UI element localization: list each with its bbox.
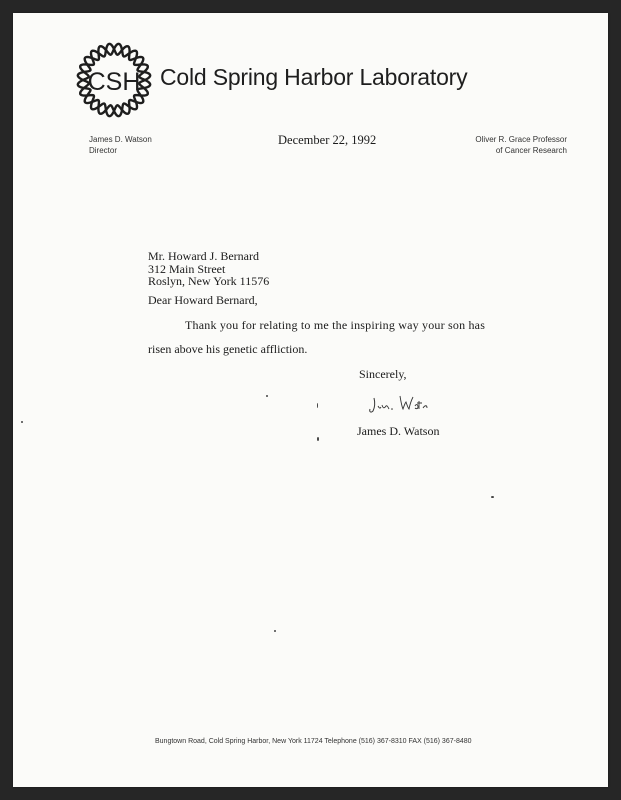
address-line-name: Mr. Howard J. Bernard <box>148 249 259 263</box>
director-block <box>89 134 152 156</box>
csh-logo <box>74 40 154 120</box>
professorship-line-1: Oliver R. Grace Professor <box>475 135 567 144</box>
letter-page <box>13 13 608 787</box>
address-line-city: Roslyn, New York 11576 <box>148 274 270 288</box>
recipient-address <box>148 250 269 288</box>
logo-text: CSH <box>87 68 141 96</box>
letter-date: December 22, 1992 <box>278 133 377 147</box>
director-title: Director <box>89 146 118 155</box>
body-line-1: Thank you for relating to me the inspiring way your son has <box>185 318 486 332</box>
salutation: Dear Howard Bernard, <box>148 293 258 307</box>
address-line-street: 312 Main Street <box>148 261 226 276</box>
director-name: James D. Watson <box>89 135 152 144</box>
body-line-2: risen above his genetic affliction. <box>148 342 308 356</box>
closing: Sincerely, <box>359 367 407 381</box>
handwritten-signature <box>368 392 438 416</box>
organization-name: Cold Spring Harbor Laboratory <box>160 64 468 90</box>
professorship-line-2: of Cancer Research <box>495 146 567 155</box>
professorship-block <box>475 134 567 156</box>
signer-name: James D. Watson <box>357 424 440 438</box>
footer-address: Bungtown Road, Cold Spring Harbor, New York 11724 Telephone (516) 367-8310 FAX (516) 367-8480 <box>155 738 472 745</box>
